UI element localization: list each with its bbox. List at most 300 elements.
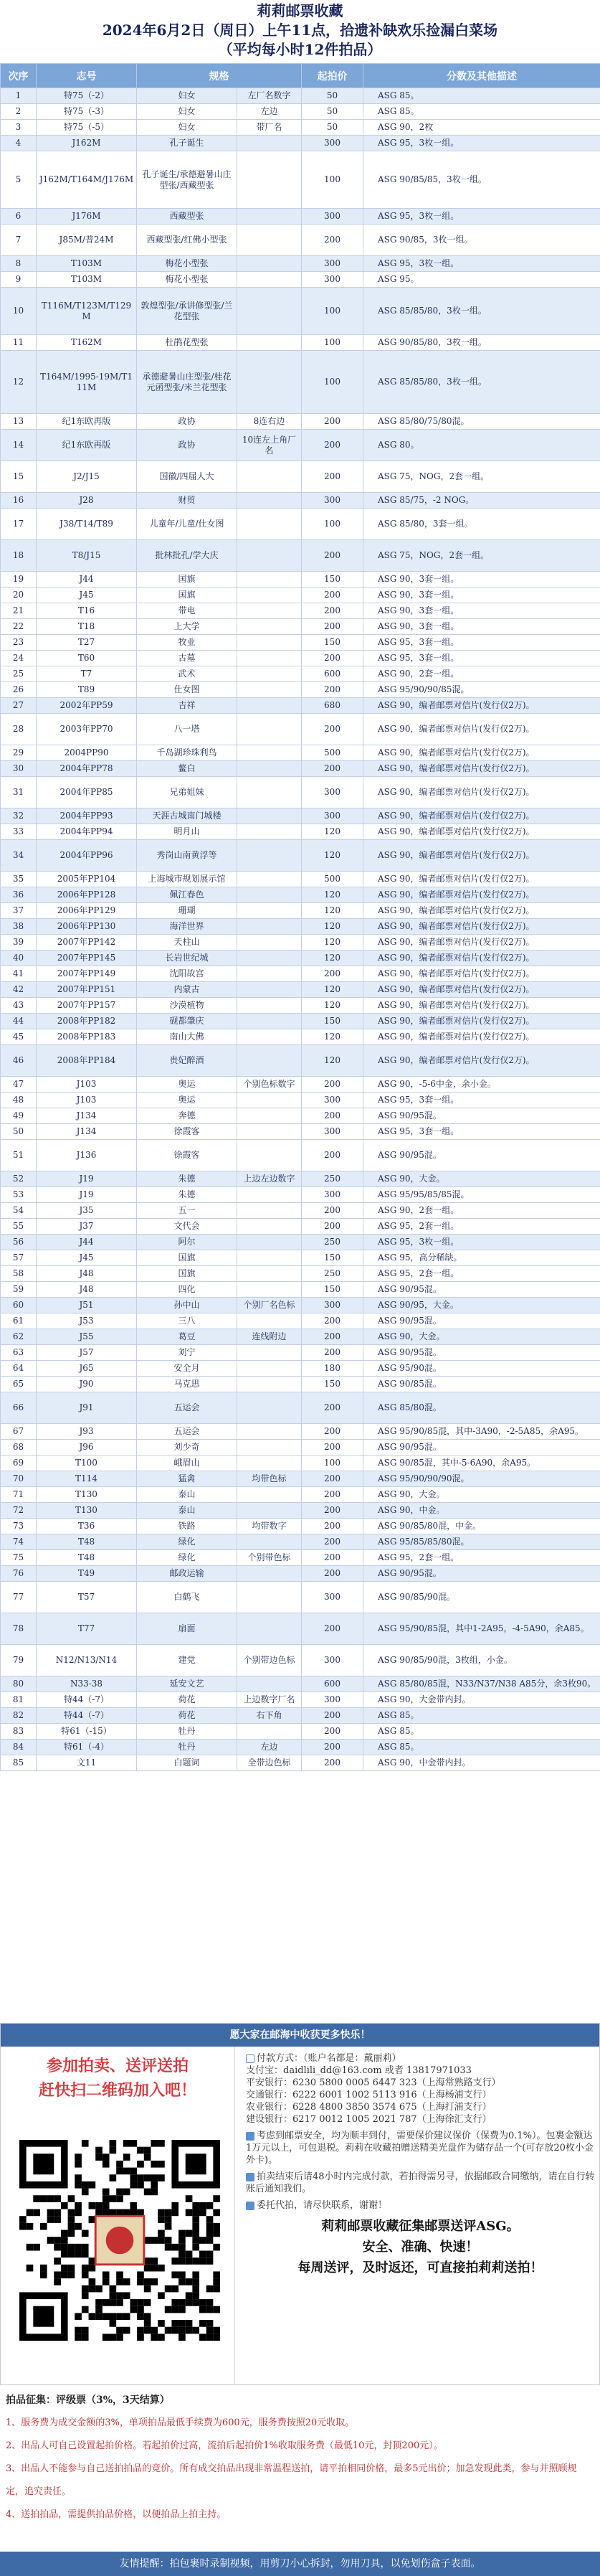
row-note bbox=[237, 136, 302, 151]
row-index: 18 bbox=[1, 540, 37, 572]
row-code: J176M bbox=[37, 209, 137, 225]
row-note bbox=[237, 872, 302, 887]
row-desc: ASG 90，编者邮票对信片(发行仅2万)。 bbox=[363, 935, 600, 950]
row-desc: ASG 90，编者邮票对信片(发行仅2万)。 bbox=[363, 887, 600, 903]
row-desc: ASG 90，3套一组。 bbox=[363, 619, 600, 635]
row-price: 200 bbox=[302, 1313, 363, 1329]
table-row bbox=[1, 414, 600, 430]
row-price: 200 bbox=[302, 540, 363, 572]
row-price: 100 bbox=[302, 151, 363, 209]
row-code: T164M/1995-19M/T111M bbox=[37, 351, 137, 414]
contact-line: 莉莉邮票收藏征集邮票送评ASG。 bbox=[321, 2219, 520, 2234]
row-code: T116M/T123M/T129M bbox=[37, 288, 137, 335]
row-name: 荷花 bbox=[137, 1708, 237, 1724]
table-row bbox=[1, 1345, 600, 1361]
row-code: J103 bbox=[37, 1077, 137, 1093]
row-code: 2004年PP93 bbox=[37, 808, 137, 824]
row-index: 29 bbox=[1, 745, 37, 761]
row-price: 200 bbox=[302, 588, 363, 603]
row-price: 100 bbox=[302, 288, 363, 335]
table-row bbox=[1, 998, 600, 1014]
row-index: 52 bbox=[1, 1171, 37, 1187]
table-row bbox=[1, 1377, 600, 1392]
row-price: 150 bbox=[302, 635, 363, 651]
row-note bbox=[237, 761, 302, 777]
row-price: 300 bbox=[302, 1124, 363, 1140]
row-note: 连线附边 bbox=[237, 1329, 302, 1345]
table-row bbox=[1, 682, 600, 698]
row-code: T100 bbox=[37, 1456, 137, 1471]
row-desc: ASG 75，NOG，2套一组。 bbox=[363, 540, 600, 572]
row-price: 300 bbox=[302, 256, 363, 272]
row-price: 120 bbox=[302, 919, 363, 935]
row-desc: ASG 90/95混。 bbox=[363, 1440, 600, 1456]
row-price: 300 bbox=[302, 272, 363, 288]
row-index: 67 bbox=[1, 1424, 37, 1440]
row-index: 55 bbox=[1, 1219, 37, 1235]
payment-line: 交通银行：6222 6001 1002 5113 916（上海杨浦支行） bbox=[246, 2090, 492, 2100]
row-index: 1 bbox=[1, 88, 37, 104]
row-note bbox=[237, 1266, 302, 1282]
row-note bbox=[237, 651, 302, 666]
row-name: 八一塔 bbox=[137, 714, 237, 745]
table-row bbox=[1, 1613, 600, 1645]
row-code: J37 bbox=[37, 1219, 137, 1235]
row-name: 沙漠植物 bbox=[137, 998, 237, 1014]
row-desc: ASG 90，编者邮票对信片(发行仅2万)。 bbox=[363, 714, 600, 745]
row-name: 贵妃醉酒 bbox=[137, 1045, 237, 1077]
row-note bbox=[237, 666, 302, 682]
row-desc: ASG 95，高分稀缺。 bbox=[363, 1250, 600, 1266]
row-name: 孙中山 bbox=[137, 1298, 237, 1313]
page-note: （平均每小时12件拍品） bbox=[218, 41, 382, 58]
row-note: 个别带边色标 bbox=[237, 1645, 302, 1676]
row-price: 200 bbox=[302, 682, 363, 698]
row-code: T103M bbox=[37, 272, 137, 288]
row-code: 2008年PP182 bbox=[37, 1014, 137, 1029]
row-code: 特44（-7） bbox=[37, 1692, 137, 1708]
table-row bbox=[1, 209, 600, 225]
table-row bbox=[1, 151, 600, 209]
row-name: 国旗 bbox=[137, 572, 237, 588]
row-note: 带厂名 bbox=[237, 120, 302, 136]
row-name: 南山大佛 bbox=[137, 1029, 237, 1045]
contact-line: 每周送评，及时返还，可直接拍莉莉送拍！ bbox=[297, 2260, 543, 2275]
row-note bbox=[237, 1250, 302, 1266]
row-price: 300 bbox=[302, 808, 363, 824]
row-index: 42 bbox=[1, 982, 37, 998]
row-note bbox=[237, 1392, 302, 1424]
table-row bbox=[1, 1108, 600, 1124]
row-note: 个别带色标 bbox=[237, 1550, 302, 1566]
row-price: 200 bbox=[302, 714, 363, 745]
row-desc: ASG 90，中金带内封。 bbox=[363, 1755, 600, 1771]
table-row bbox=[1, 777, 600, 808]
row-name: 泰山 bbox=[137, 1487, 237, 1503]
row-desc: ASG 90/85混，其中-5-6A90，余A95。 bbox=[363, 1456, 600, 1471]
table-row bbox=[1, 651, 600, 666]
row-price: 200 bbox=[302, 1392, 363, 1424]
row-name: 梅花小型张 bbox=[137, 256, 237, 272]
row-price: 180 bbox=[302, 1361, 363, 1377]
row-price: 200 bbox=[302, 1503, 363, 1519]
row-price: 300 bbox=[302, 1692, 363, 1708]
row-name: 敦煌型张/承讲修型张/兰花型张 bbox=[137, 288, 237, 335]
row-code: J136 bbox=[37, 1140, 137, 1171]
row-note bbox=[237, 840, 302, 872]
row-index: 54 bbox=[1, 1203, 37, 1219]
table-row bbox=[1, 1313, 600, 1329]
row-desc: ASG 90/85，3枚一组。 bbox=[363, 225, 600, 256]
row-index: 31 bbox=[1, 777, 37, 808]
row-note: 10连左上角厂名 bbox=[237, 430, 302, 461]
row-note bbox=[237, 1282, 302, 1298]
row-price: 500 bbox=[302, 745, 363, 761]
row-price: 200 bbox=[302, 603, 363, 619]
row-price: 100 bbox=[302, 335, 363, 351]
row-name: 千岛湖珍珠利鸟 bbox=[137, 745, 237, 761]
row-note bbox=[237, 682, 302, 698]
row-price: 200 bbox=[302, 1724, 363, 1740]
row-code: T77 bbox=[37, 1613, 137, 1645]
row-index: 64 bbox=[1, 1361, 37, 1377]
row-code: T49 bbox=[37, 1566, 137, 1582]
row-desc: ASG 95/90/90/85混。 bbox=[363, 682, 600, 698]
row-note: 上边左边数字 bbox=[237, 1171, 302, 1187]
row-name: 政协 bbox=[137, 430, 237, 461]
table-row bbox=[1, 840, 600, 872]
row-index: 7 bbox=[1, 225, 37, 256]
row-note bbox=[237, 935, 302, 950]
payment-line: 平安银行：6230 5800 0005 6447 323（上海常熟路支行） bbox=[246, 2077, 501, 2088]
table-row bbox=[1, 256, 600, 272]
row-code: 2007年PP142 bbox=[37, 935, 137, 950]
row-note bbox=[237, 1093, 302, 1108]
row-note bbox=[237, 1108, 302, 1124]
row-desc: ASG 95，3枚一组。 bbox=[363, 256, 600, 272]
row-name: 妇女 bbox=[137, 120, 237, 136]
row-desc: ASG 90/85/90混，3枚组，小金。 bbox=[363, 1645, 600, 1676]
promo-left bbox=[1, 2047, 235, 2384]
row-desc: ASG 90，中金。 bbox=[363, 1503, 600, 1519]
row-desc: ASG 85/85/80，3枚一组。 bbox=[363, 351, 600, 414]
row-price: 50 bbox=[302, 88, 363, 104]
row-code: J48 bbox=[37, 1282, 137, 1298]
row-index: 5 bbox=[1, 151, 37, 209]
row-price: 300 bbox=[302, 777, 363, 808]
row-price: 200 bbox=[302, 1471, 363, 1487]
auction-table bbox=[0, 63, 600, 1771]
row-note bbox=[237, 1676, 302, 1692]
row-index: 44 bbox=[1, 1014, 37, 1029]
row-price: 680 bbox=[302, 698, 363, 714]
row-code: 特75（-3） bbox=[37, 104, 137, 120]
row-index: 38 bbox=[1, 919, 37, 935]
row-price: 200 bbox=[302, 430, 363, 461]
row-name: 马克思 bbox=[137, 1377, 237, 1392]
row-name: 沈阳故宫 bbox=[137, 966, 237, 982]
row-note bbox=[237, 509, 302, 540]
row-name: 奥运 bbox=[137, 1093, 237, 1108]
row-name: 批林批孔/学大庆 bbox=[137, 540, 237, 572]
row-name: 奥运 bbox=[137, 1077, 237, 1093]
row-desc: ASG 85/85/80，3枚一组。 bbox=[363, 288, 600, 335]
row-desc: ASG 95/90混。 bbox=[363, 1361, 600, 1377]
table-row bbox=[1, 1755, 600, 1771]
row-code: 特75（-5） bbox=[37, 120, 137, 136]
row-name: 吉祥 bbox=[137, 698, 237, 714]
table-row bbox=[1, 903, 600, 919]
qr-code-icon[interactable] bbox=[19, 2140, 220, 2341]
row-price: 200 bbox=[302, 1613, 363, 1645]
row-name: 梅花小型张 bbox=[137, 272, 237, 288]
row-code: J51 bbox=[37, 1298, 137, 1313]
row-price: 300 bbox=[302, 493, 363, 509]
row-code: T18 bbox=[37, 619, 137, 635]
row-price: 200 bbox=[302, 225, 363, 256]
join-line: 赶快扫二维码加入吧！ bbox=[38, 2081, 196, 2100]
row-name: 五运会 bbox=[137, 1392, 237, 1424]
row-note bbox=[237, 540, 302, 572]
row-name: 珊瑚 bbox=[137, 903, 237, 919]
table-row bbox=[1, 1171, 600, 1187]
row-desc: ASG 75，NOG，2套一组。 bbox=[363, 461, 600, 493]
row-note bbox=[237, 919, 302, 935]
row-price: 150 bbox=[302, 572, 363, 588]
row-name: 上海城市规划展示馆 bbox=[137, 872, 237, 887]
row-desc: ASG 95/90/85混，其中1-2A95，-4-5A90，余A85。 bbox=[363, 1613, 600, 1645]
row-index: 33 bbox=[1, 824, 37, 840]
shipping-note: 考虑到邮票安全，均为顺丰到付，需要保价建议保价（保费为0.1%）。包裹金额达1万元以上，可包退税。莉莉在收藏拍赠送精美光盘作为储存品一个(可存放20枚小金外卡)。 bbox=[246, 2131, 594, 2166]
row-desc: ASG 90/95混。 bbox=[363, 1108, 600, 1124]
row-index: 8 bbox=[1, 256, 37, 272]
row-code: T8/J15 bbox=[37, 540, 137, 572]
row-code: 2006年PP128 bbox=[37, 887, 137, 903]
row-code: T60 bbox=[37, 651, 137, 666]
row-desc: ASG 90，编者邮票对信片(发行仅2万)。 bbox=[363, 1045, 600, 1077]
row-price: 200 bbox=[302, 414, 363, 430]
rules-title: 拍品征集：评级票（3%，3天结算） bbox=[6, 2395, 170, 2406]
row-desc: ASG 90/95混。 bbox=[363, 1345, 600, 1361]
row-note bbox=[237, 288, 302, 335]
row-note bbox=[237, 635, 302, 651]
row-desc: ASG 90，3套一组。 bbox=[363, 603, 600, 619]
row-note bbox=[237, 1313, 302, 1329]
table-row bbox=[1, 509, 600, 540]
row-index: 11 bbox=[1, 335, 37, 351]
row-price: 300 bbox=[302, 1187, 363, 1203]
row-index: 66 bbox=[1, 1392, 37, 1424]
row-code: J28 bbox=[37, 493, 137, 509]
row-price: 200 bbox=[302, 1329, 363, 1345]
table-row bbox=[1, 1440, 600, 1456]
row-note bbox=[237, 698, 302, 714]
row-desc: ASG 95，3套一组。 bbox=[363, 651, 600, 666]
row-note bbox=[237, 808, 302, 824]
table-row bbox=[1, 104, 600, 120]
row-index: 77 bbox=[1, 1582, 37, 1613]
table-row bbox=[1, 1550, 600, 1566]
table-row bbox=[1, 461, 600, 493]
row-index: 70 bbox=[1, 1471, 37, 1487]
row-price: 50 bbox=[302, 104, 363, 120]
row-desc: ASG 90/95混。 bbox=[363, 1140, 600, 1171]
row-code: 2002年PP59 bbox=[37, 698, 137, 714]
row-index: 80 bbox=[1, 1676, 37, 1692]
row-name: 天涯古城南门城楼 bbox=[137, 808, 237, 824]
row-name: 古墓 bbox=[137, 651, 237, 666]
row-code: T57 bbox=[37, 1582, 137, 1613]
row-desc: ASG 90，编者邮票对信片(发行仅2万)。 bbox=[363, 903, 600, 919]
promo-right bbox=[237, 2047, 599, 2278]
table-row bbox=[1, 351, 600, 414]
row-note bbox=[237, 903, 302, 919]
row-index: 74 bbox=[1, 1534, 37, 1550]
table-row bbox=[1, 950, 600, 966]
row-desc: ASG 90，-5-6中金，余小金。 bbox=[363, 1077, 600, 1093]
row-note bbox=[237, 1140, 302, 1171]
table-row bbox=[1, 1676, 600, 1692]
table-row bbox=[1, 1519, 600, 1534]
row-price: 120 bbox=[302, 998, 363, 1014]
row-desc: ASG 90/95混。 bbox=[363, 1282, 600, 1298]
row-code: T103M bbox=[37, 256, 137, 272]
row-name: 四化 bbox=[137, 1282, 237, 1298]
row-price: 500 bbox=[302, 872, 363, 887]
row-index: 21 bbox=[1, 603, 37, 619]
row-note bbox=[237, 1345, 302, 1361]
row-name: 延安文艺 bbox=[137, 1676, 237, 1692]
payment-line: 支付宝：daidlili_dd@163.com 或者 13817971033 bbox=[246, 2065, 472, 2076]
row-name: 仕女图 bbox=[137, 682, 237, 698]
rules-section bbox=[0, 2386, 600, 2529]
row-name: 孔子诞生/承德避暑山庄型张/西藏型张 bbox=[137, 151, 237, 209]
row-desc: ASG 85/80/75/80混。 bbox=[363, 414, 600, 430]
row-note bbox=[237, 461, 302, 493]
table-row bbox=[1, 1093, 600, 1108]
row-name: 秀岗山南黄浮等 bbox=[137, 840, 237, 872]
row-code: 2004年PP78 bbox=[37, 761, 137, 777]
row-index: 40 bbox=[1, 950, 37, 966]
table-row bbox=[1, 1029, 600, 1045]
row-note bbox=[237, 1566, 302, 1582]
row-note bbox=[237, 998, 302, 1014]
row-index: 63 bbox=[1, 1345, 37, 1361]
rule-item: 2、出品人可自己设置起拍价格。若起拍价过高，流拍后起拍价1%收取服务费（最低10元，封顶200元）。 bbox=[6, 2440, 443, 2451]
row-desc: ASG 95，3套一组。 bbox=[363, 1093, 600, 1108]
row-note bbox=[237, 151, 302, 209]
table-row bbox=[1, 872, 600, 887]
table-header-row bbox=[1, 64, 600, 88]
row-price: 200 bbox=[302, 1740, 363, 1755]
row-desc: ASG 90，编者邮票对信片(发行仅2万)。 bbox=[363, 982, 600, 998]
col-desc: 分数及其他描述 bbox=[363, 64, 600, 88]
row-note bbox=[237, 777, 302, 808]
row-desc: ASG 85。 bbox=[363, 1740, 600, 1755]
row-desc: ASG 85/80/85混，N33/N37/N38 A85分，余3枚90。 bbox=[363, 1676, 600, 1692]
row-code: J53 bbox=[37, 1313, 137, 1329]
checkbox-icon bbox=[246, 2054, 254, 2063]
col-code: 志号 bbox=[37, 64, 137, 88]
row-desc: ASG 95/85/85/80混。 bbox=[363, 1534, 600, 1550]
row-code: J162M/T164M/J176M bbox=[37, 151, 137, 209]
row-desc: ASG 90，3套一组。 bbox=[363, 572, 600, 588]
table-row bbox=[1, 572, 600, 588]
row-desc: ASG 95，3套一组。 bbox=[363, 635, 600, 651]
row-name: 安全月 bbox=[137, 1361, 237, 1377]
row-desc: ASG 90，编者邮票对信片(发行仅2万)。 bbox=[363, 824, 600, 840]
row-name: 阿尔 bbox=[137, 1235, 237, 1250]
row-index: 46 bbox=[1, 1045, 37, 1077]
row-desc: ASG 80。 bbox=[363, 430, 600, 461]
row-code: J19 bbox=[37, 1187, 137, 1203]
row-code: T27 bbox=[37, 635, 137, 651]
table-row bbox=[1, 540, 600, 572]
row-name: 刘宁 bbox=[137, 1345, 237, 1361]
row-name: 明月山 bbox=[137, 824, 237, 840]
row-desc: ASG 90，2套一组。 bbox=[363, 1203, 600, 1219]
row-index: 72 bbox=[1, 1503, 37, 1519]
row-code: 纪1东欧再版 bbox=[37, 414, 137, 430]
row-code: 特44（-7） bbox=[37, 1708, 137, 1724]
row-price: 120 bbox=[302, 840, 363, 872]
row-code: 2006年PP130 bbox=[37, 919, 137, 935]
row-index: 49 bbox=[1, 1108, 37, 1124]
row-note bbox=[237, 745, 302, 761]
row-note: 左边 bbox=[237, 1740, 302, 1755]
row-desc: ASG 85/80，3套一组。 bbox=[363, 509, 600, 540]
row-index: 19 bbox=[1, 572, 37, 588]
row-index: 6 bbox=[1, 209, 37, 225]
row-code: 特61（-4） bbox=[37, 1740, 137, 1755]
row-name: 白题词 bbox=[137, 1755, 237, 1771]
row-desc: ASG 95，3枚一组。 bbox=[363, 136, 600, 151]
table-row bbox=[1, 603, 600, 619]
row-price: 300 bbox=[302, 1093, 363, 1108]
row-price: 300 bbox=[302, 1645, 363, 1676]
col-price: 起拍价 bbox=[302, 64, 363, 88]
row-index: 85 bbox=[1, 1755, 37, 1771]
row-name: 财贸 bbox=[137, 493, 237, 509]
row-price: 200 bbox=[302, 1424, 363, 1440]
row-code: T7 bbox=[37, 666, 137, 682]
row-name: 政协 bbox=[137, 414, 237, 430]
table-row bbox=[1, 272, 600, 288]
row-note bbox=[237, 603, 302, 619]
row-desc: ASG 95。 bbox=[363, 272, 600, 288]
row-code: T89 bbox=[37, 682, 137, 698]
row-code: T16 bbox=[37, 603, 137, 619]
table-row bbox=[1, 1692, 600, 1708]
row-code: 2003年PP70 bbox=[37, 714, 137, 745]
row-index: 24 bbox=[1, 651, 37, 666]
row-price: 200 bbox=[302, 1708, 363, 1724]
row-price: 120 bbox=[302, 935, 363, 950]
row-name: 国旗 bbox=[137, 1250, 237, 1266]
row-code: 2007年PP151 bbox=[37, 982, 137, 998]
row-index: 27 bbox=[1, 698, 37, 714]
row-code: J91 bbox=[37, 1392, 137, 1424]
row-index: 17 bbox=[1, 509, 37, 540]
row-note bbox=[237, 619, 302, 635]
col-spec: 规格 bbox=[137, 64, 302, 88]
row-name: 国旗 bbox=[137, 1266, 237, 1282]
row-code: T162M bbox=[37, 335, 137, 351]
table-row bbox=[1, 1329, 600, 1345]
table-row bbox=[1, 1566, 600, 1582]
row-desc: ASG 85/80混。 bbox=[363, 1392, 600, 1424]
row-index: 65 bbox=[1, 1377, 37, 1392]
